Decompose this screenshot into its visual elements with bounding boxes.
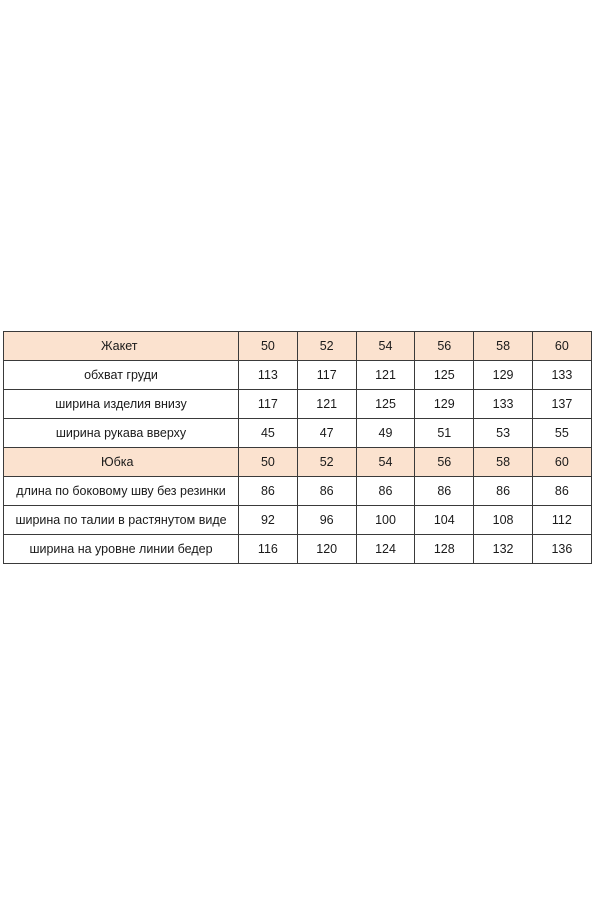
value-cell: 120: [297, 535, 356, 564]
size-cell: 50: [239, 448, 298, 477]
value-cell: 117: [297, 361, 356, 390]
value-cell: 104: [415, 506, 474, 535]
value-cell: 51: [415, 419, 474, 448]
value-cell: 86: [474, 477, 533, 506]
value-cell: 117: [239, 390, 298, 419]
value-cell: 129: [474, 361, 533, 390]
value-cell: 53: [474, 419, 533, 448]
size-cell: 54: [356, 332, 415, 361]
table-row: [4, 390, 592, 419]
table-row: [4, 535, 592, 564]
size-cell: 56: [415, 448, 474, 477]
value-cell: 86: [356, 477, 415, 506]
value-cell: 100: [356, 506, 415, 535]
row-label: Жакет: [4, 332, 239, 361]
table-row: [4, 419, 592, 448]
value-cell: 96: [297, 506, 356, 535]
size-cell: 60: [532, 448, 591, 477]
value-cell: 136: [532, 535, 591, 564]
row-label: длина по боковому шву без резинки: [4, 477, 239, 506]
value-cell: 128: [415, 535, 474, 564]
size-cell: 52: [297, 332, 356, 361]
size-cell: 50: [239, 332, 298, 361]
value-cell: 45: [239, 419, 298, 448]
size-cell: 58: [474, 448, 533, 477]
size-cell: 56: [415, 332, 474, 361]
value-cell: 121: [297, 390, 356, 419]
table-row: [4, 477, 592, 506]
value-cell: 137: [532, 390, 591, 419]
value-cell: 129: [415, 390, 474, 419]
value-cell: 86: [239, 477, 298, 506]
value-cell: 92: [239, 506, 298, 535]
skirt-header-row: [4, 448, 592, 477]
value-cell: 113: [239, 361, 298, 390]
value-cell: 108: [474, 506, 533, 535]
size-cell: 54: [356, 448, 415, 477]
value-cell: 112: [532, 506, 591, 535]
size-cell: 58: [474, 332, 533, 361]
value-cell: 116: [239, 535, 298, 564]
value-cell: 133: [532, 361, 591, 390]
value-cell: 121: [356, 361, 415, 390]
value-cell: 86: [297, 477, 356, 506]
row-label: ширина рукава вверху: [4, 419, 239, 448]
value-cell: 132: [474, 535, 533, 564]
value-cell: 124: [356, 535, 415, 564]
size-cell: 60: [532, 332, 591, 361]
value-cell: 86: [532, 477, 591, 506]
size-chart: [3, 331, 591, 564]
jacket-header-row: [4, 332, 592, 361]
value-cell: 86: [415, 477, 474, 506]
row-label: ширина по талии в растянутом виде: [4, 506, 239, 535]
size-cell: 52: [297, 448, 356, 477]
row-label: ширина на уровне линии бедер: [4, 535, 239, 564]
value-cell: 125: [356, 390, 415, 419]
table-row: [4, 506, 592, 535]
row-label: обхват груди: [4, 361, 239, 390]
value-cell: 49: [356, 419, 415, 448]
value-cell: 55: [532, 419, 591, 448]
value-cell: 133: [474, 390, 533, 419]
row-label: ширина изделия внизу: [4, 390, 239, 419]
size-table: [3, 331, 592, 564]
value-cell: 125: [415, 361, 474, 390]
value-cell: 47: [297, 419, 356, 448]
table-row: [4, 361, 592, 390]
row-label: Юбка: [4, 448, 239, 477]
